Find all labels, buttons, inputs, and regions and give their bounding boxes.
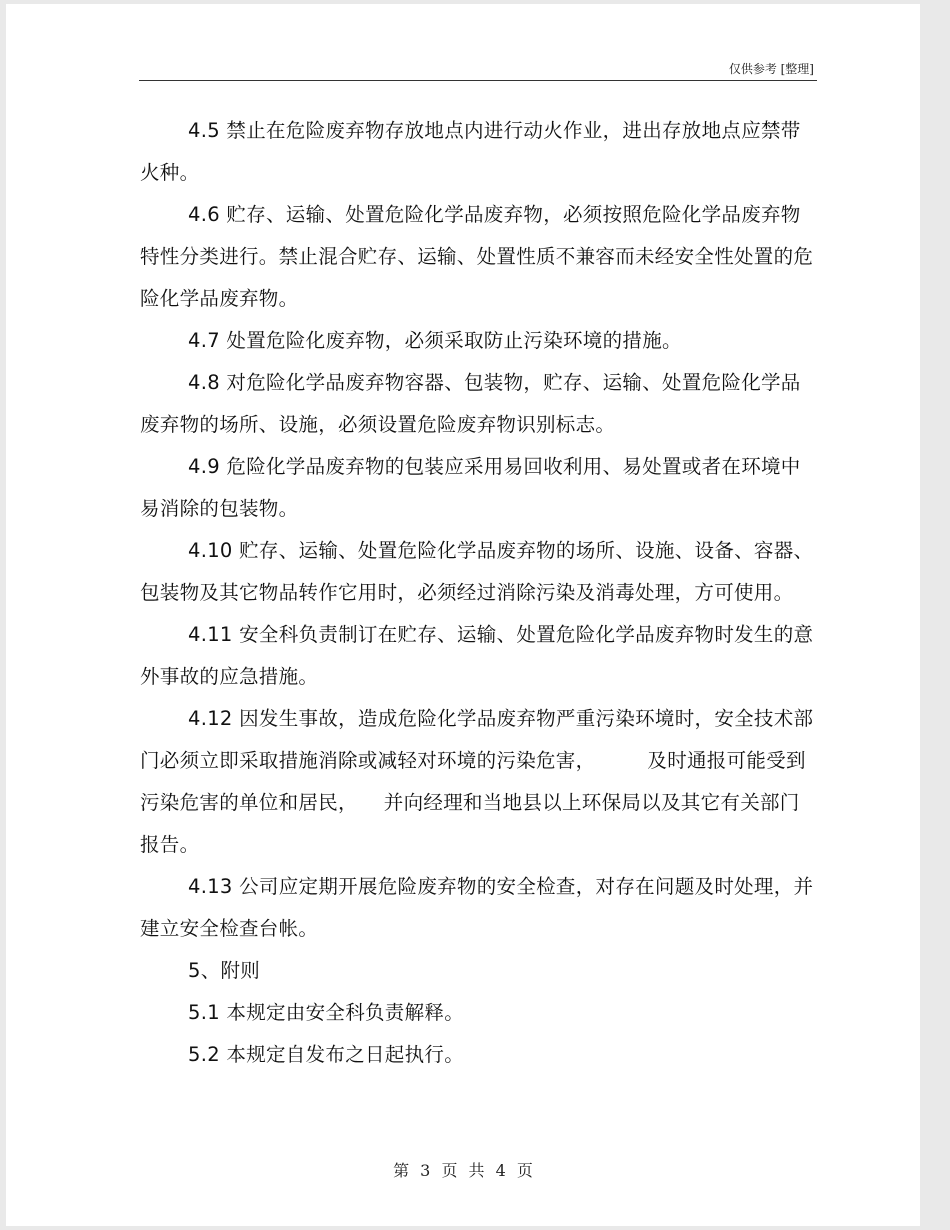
- paragraph-4-8: 4.8 对危险化学品废弃物容器、包装物，贮存、运输、处置危险化学品废弃物的场所、设施，必须设置危险废弃物识别标志。: [140, 371, 801, 436]
- paragraph-4-6: 4.6 贮存、运输、处置危险化学品废弃物，必须按照危险化学品废弃物特性分类进行。禁止混合贮存、运输、处置性质不兼容而未经安全性处置的危险化学品废弃物。: [140, 203, 814, 310]
- document-body: [140, 110, 816, 1076]
- paragraph-4-11: 4.11 安全科负责制订在贮存、运输、处置危险化学品废弃物时发生的意外事故的应急措施。: [140, 623, 814, 688]
- header-note: 仅供参考 [整理]: [728, 62, 814, 76]
- paragraph-5-2: 5.2 本规定自发布之日起执行。: [188, 1043, 465, 1066]
- paragraph-4-12: 4.12 因发生事故，造成危险化学品废弃物严重污染环境时，安全技术部门必须立即采取措施消除或减轻对环境的污染危害， 及时通报可能受到污染危害的单位和居民， 并向经理和当地县以上环保局以及其它有关部门报告。: [140, 707, 814, 856]
- paragraph-4-13: 4.13 公司应定期开展危险废弃物的安全检查，对存在问题及时处理，并建立安全检查台帐。: [140, 875, 814, 940]
- paragraph-5-1: 5.1 本规定由安全科负责解释。: [188, 1001, 465, 1024]
- paragraph-4-7: 4.7 处置危险化废弃物，必须采取防止污染环境的措施。: [188, 329, 682, 352]
- page-number-footer: 第 3 页 共 4 页: [393, 1161, 533, 1180]
- paragraph-4-5: 4.5 禁止在危险废弃物存放地点内进行动火作业，进出存放地点应禁带火种。: [140, 119, 801, 184]
- paragraph-4-9: 4.9 危险化学品废弃物的包装应采用易回收利用、易处置或者在环境中易消除的包装物。: [140, 455, 801, 520]
- header-divider: [139, 80, 817, 81]
- document-page: [6, 4, 920, 1226]
- section-heading-5: 5、附则: [188, 959, 261, 982]
- paragraph-4-10: 4.10 贮存、运输、处置危险化学品废弃物的场所、设施、设备、容器、包装物及其它物品转作它用时，必须经过消除污染及消毒处理，方可使用。: [140, 539, 814, 604]
